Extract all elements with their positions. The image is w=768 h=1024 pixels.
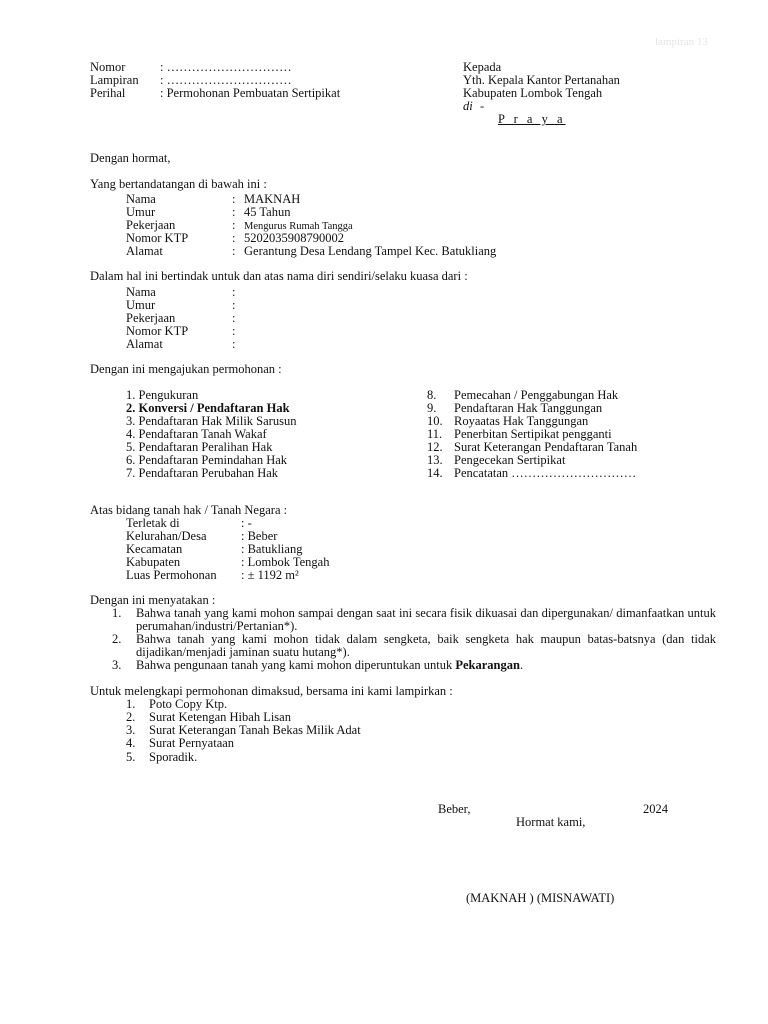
recipient-city: P r a y a <box>498 112 566 126</box>
statement-item <box>136 659 523 672</box>
request-intro: Dengan ini mengajukan permohonan : <box>90 362 282 376</box>
perihal-value: : Permohonan Pembuatan Sertipikat <box>160 86 341 100</box>
colon: : <box>232 324 236 338</box>
recipient-dash: - <box>480 99 485 113</box>
recipient-yth: Yth. Kepala Kantor Pertanahan <box>463 73 620 87</box>
request-item: Surat Keterangan Pendaftaran Tanah <box>454 440 638 454</box>
lampiran-value: : ………………………… <box>160 73 292 87</box>
corner-note: lampiran 13 <box>655 36 708 48</box>
statement-item: Bahwa tanah yang kami mohon tidak dalam sengketa, baik sengketa hak maupun batas-batsnya (dan tidak dijadikan/menjadi jaminan suatu hutang*). <box>136 632 716 659</box>
signer-pekerjaan-value: Mengurus Rumah Tangga <box>244 221 353 232</box>
attachments-intro: Untuk melengkapi permohonan dimaksud, bersama ini kami lampirkan : <box>90 684 453 698</box>
request-item: Pencatatan ………………………… <box>454 466 637 480</box>
attachment-num: 5. <box>126 750 136 764</box>
attachment-num: 2. <box>126 710 136 724</box>
colon: : <box>232 244 236 258</box>
signer-alamat-value: Gerantung Desa Lendang Tampel Kec. Batukliang <box>244 244 497 258</box>
request-num: 13. <box>427 453 443 467</box>
statement-item: Bahwa tanah yang kami mohon sampai dengan saat ini secara fisik dikuasai dan dipergunakan/ dimanfaatkan untuk perumahan/industri/Pertanian*). <box>136 606 716 633</box>
recipient-kepada: Kepada <box>463 60 502 74</box>
request-num: 14. <box>427 466 443 480</box>
signer-ktp-label: Nomor KTP <box>126 231 189 245</box>
land-luas-value: : ± 1192 m² <box>241 568 299 582</box>
signer-alamat-label: Alamat <box>126 244 163 258</box>
land-use-value: Pekarangan <box>455 658 520 672</box>
greeting: Dengan hormat, <box>90 151 171 165</box>
signer-nama-label: Nama <box>126 192 156 206</box>
statement-intro: Dengan ini menyatakan : <box>90 593 216 607</box>
colon: : <box>232 285 236 299</box>
request-item: 6. Pendaftaran Pemindahan Hak <box>126 453 288 467</box>
attachment-item: Surat Pernyataan <box>149 736 235 750</box>
recipient-di: di <box>463 99 473 113</box>
attachment-num: 4. <box>126 736 136 750</box>
land-kabupaten-label: Kabupaten <box>126 555 181 569</box>
colon: : <box>232 205 236 219</box>
signer-ktp-value: 5202035908790002 <box>244 231 344 245</box>
proxy-pekerjaan-label: Pekerjaan <box>126 311 176 325</box>
request-item: Pendaftaran Hak Tanggungan <box>454 401 603 415</box>
land-kecamatan-value: : Batukliang <box>241 542 303 556</box>
request-item: 1. Pengukuran <box>126 388 199 402</box>
colon: : <box>232 337 236 351</box>
land-terletak-value: : - <box>241 516 252 530</box>
attachment-item: Sporadik. <box>149 750 198 764</box>
land-kecamatan-label: Kecamatan <box>126 542 183 556</box>
signer-intro: Yang bertandatangan di bawah ini : <box>90 177 267 191</box>
attachment-item: Surat Keterangan Tanah Bekas Milik Adat <box>149 723 361 737</box>
attachment-item: Surat Ketengan Hibah Lisan <box>149 710 291 724</box>
land-terletak-label: Terletak di <box>126 516 180 530</box>
request-item: Penerbitan Sertipikat pengganti <box>454 427 612 441</box>
request-item: 4. Pendaftaran Tanah Wakaf <box>126 427 267 441</box>
land-luas-label: Luas Permohonan <box>126 568 217 582</box>
land-kelurahan-value: : Beber <box>241 529 278 543</box>
colon: : <box>232 311 236 325</box>
request-item: 3. Pendaftaran Hak Milik Sarusun <box>126 414 297 428</box>
attachment-item: Poto Copy Ktp. <box>149 697 228 711</box>
attachment-num: 1. <box>126 697 136 711</box>
colon: : <box>232 231 236 245</box>
request-num: 10. <box>427 414 443 428</box>
request-item: 5. Pendaftaran Peralihan Hak <box>126 440 273 454</box>
request-num: 9. <box>427 401 437 415</box>
proxy-nama-label: Nama <box>126 285 156 299</box>
recipient-kabupaten: Kabupaten Lombok Tengah <box>463 86 603 100</box>
signer-umur-label: Umur <box>126 205 156 219</box>
statement-period: . <box>519 658 524 672</box>
signing-year: 2024 <box>643 802 668 816</box>
signatory-names: (MAKNAH ) (MISNAWATI) <box>466 891 615 905</box>
attachment-num: 3. <box>126 723 136 737</box>
proxy-intro: Dalam hal ini bertindak untuk dan atas nama diri sendiri/selaku kuasa dari : <box>90 269 468 283</box>
request-num: 8. <box>427 388 437 402</box>
signer-nama-value: MAKNAH <box>244 192 301 206</box>
request-item-selected: 2. Konversi / Pendaftaran Hak <box>126 401 290 415</box>
proxy-ktp-label: Nomor KTP <box>126 324 189 338</box>
colon: : <box>232 218 236 232</box>
lampiran-label: Lampiran <box>90 73 139 87</box>
signing-place: Beber, <box>438 802 471 816</box>
request-item: Royaatas Hak Tanggungan <box>454 414 589 428</box>
colon: : <box>232 298 236 312</box>
request-num: 11. <box>427 427 443 441</box>
statement-text: Bahwa pengunaan tanah yang kami mohon diperuntukan untuk <box>136 658 456 672</box>
nomor-value: : ………………………… <box>160 60 292 74</box>
proxy-umur-label: Umur <box>126 298 156 312</box>
closing-regards: Hormat kami, <box>516 815 586 829</box>
request-item: Pemecahan / Penggabungan Hak <box>454 388 619 402</box>
colon: : <box>232 192 236 206</box>
request-num: 12. <box>427 440 443 454</box>
statement-num: 1. <box>112 606 122 620</box>
land-kelurahan-label: Kelurahan/Desa <box>126 529 207 543</box>
proxy-alamat-label: Alamat <box>126 337 163 351</box>
nomor-label: Nomor <box>90 60 126 74</box>
request-item: 7. Pendaftaran Perubahan Hak <box>126 466 279 480</box>
land-kabupaten-value: : Lombok Tengah <box>241 555 330 569</box>
request-item: Pengecekan Sertipikat <box>454 453 566 467</box>
statement-num: 2. <box>112 632 122 646</box>
perihal-label: Perihal <box>90 86 126 100</box>
statement-num: 3. <box>112 658 122 672</box>
signer-umur-value: 45 Tahun <box>244 205 291 219</box>
land-intro: Atas bidang tanah hak / Tanah Negara : <box>90 503 288 517</box>
signer-pekerjaan-label: Pekerjaan <box>126 218 176 232</box>
